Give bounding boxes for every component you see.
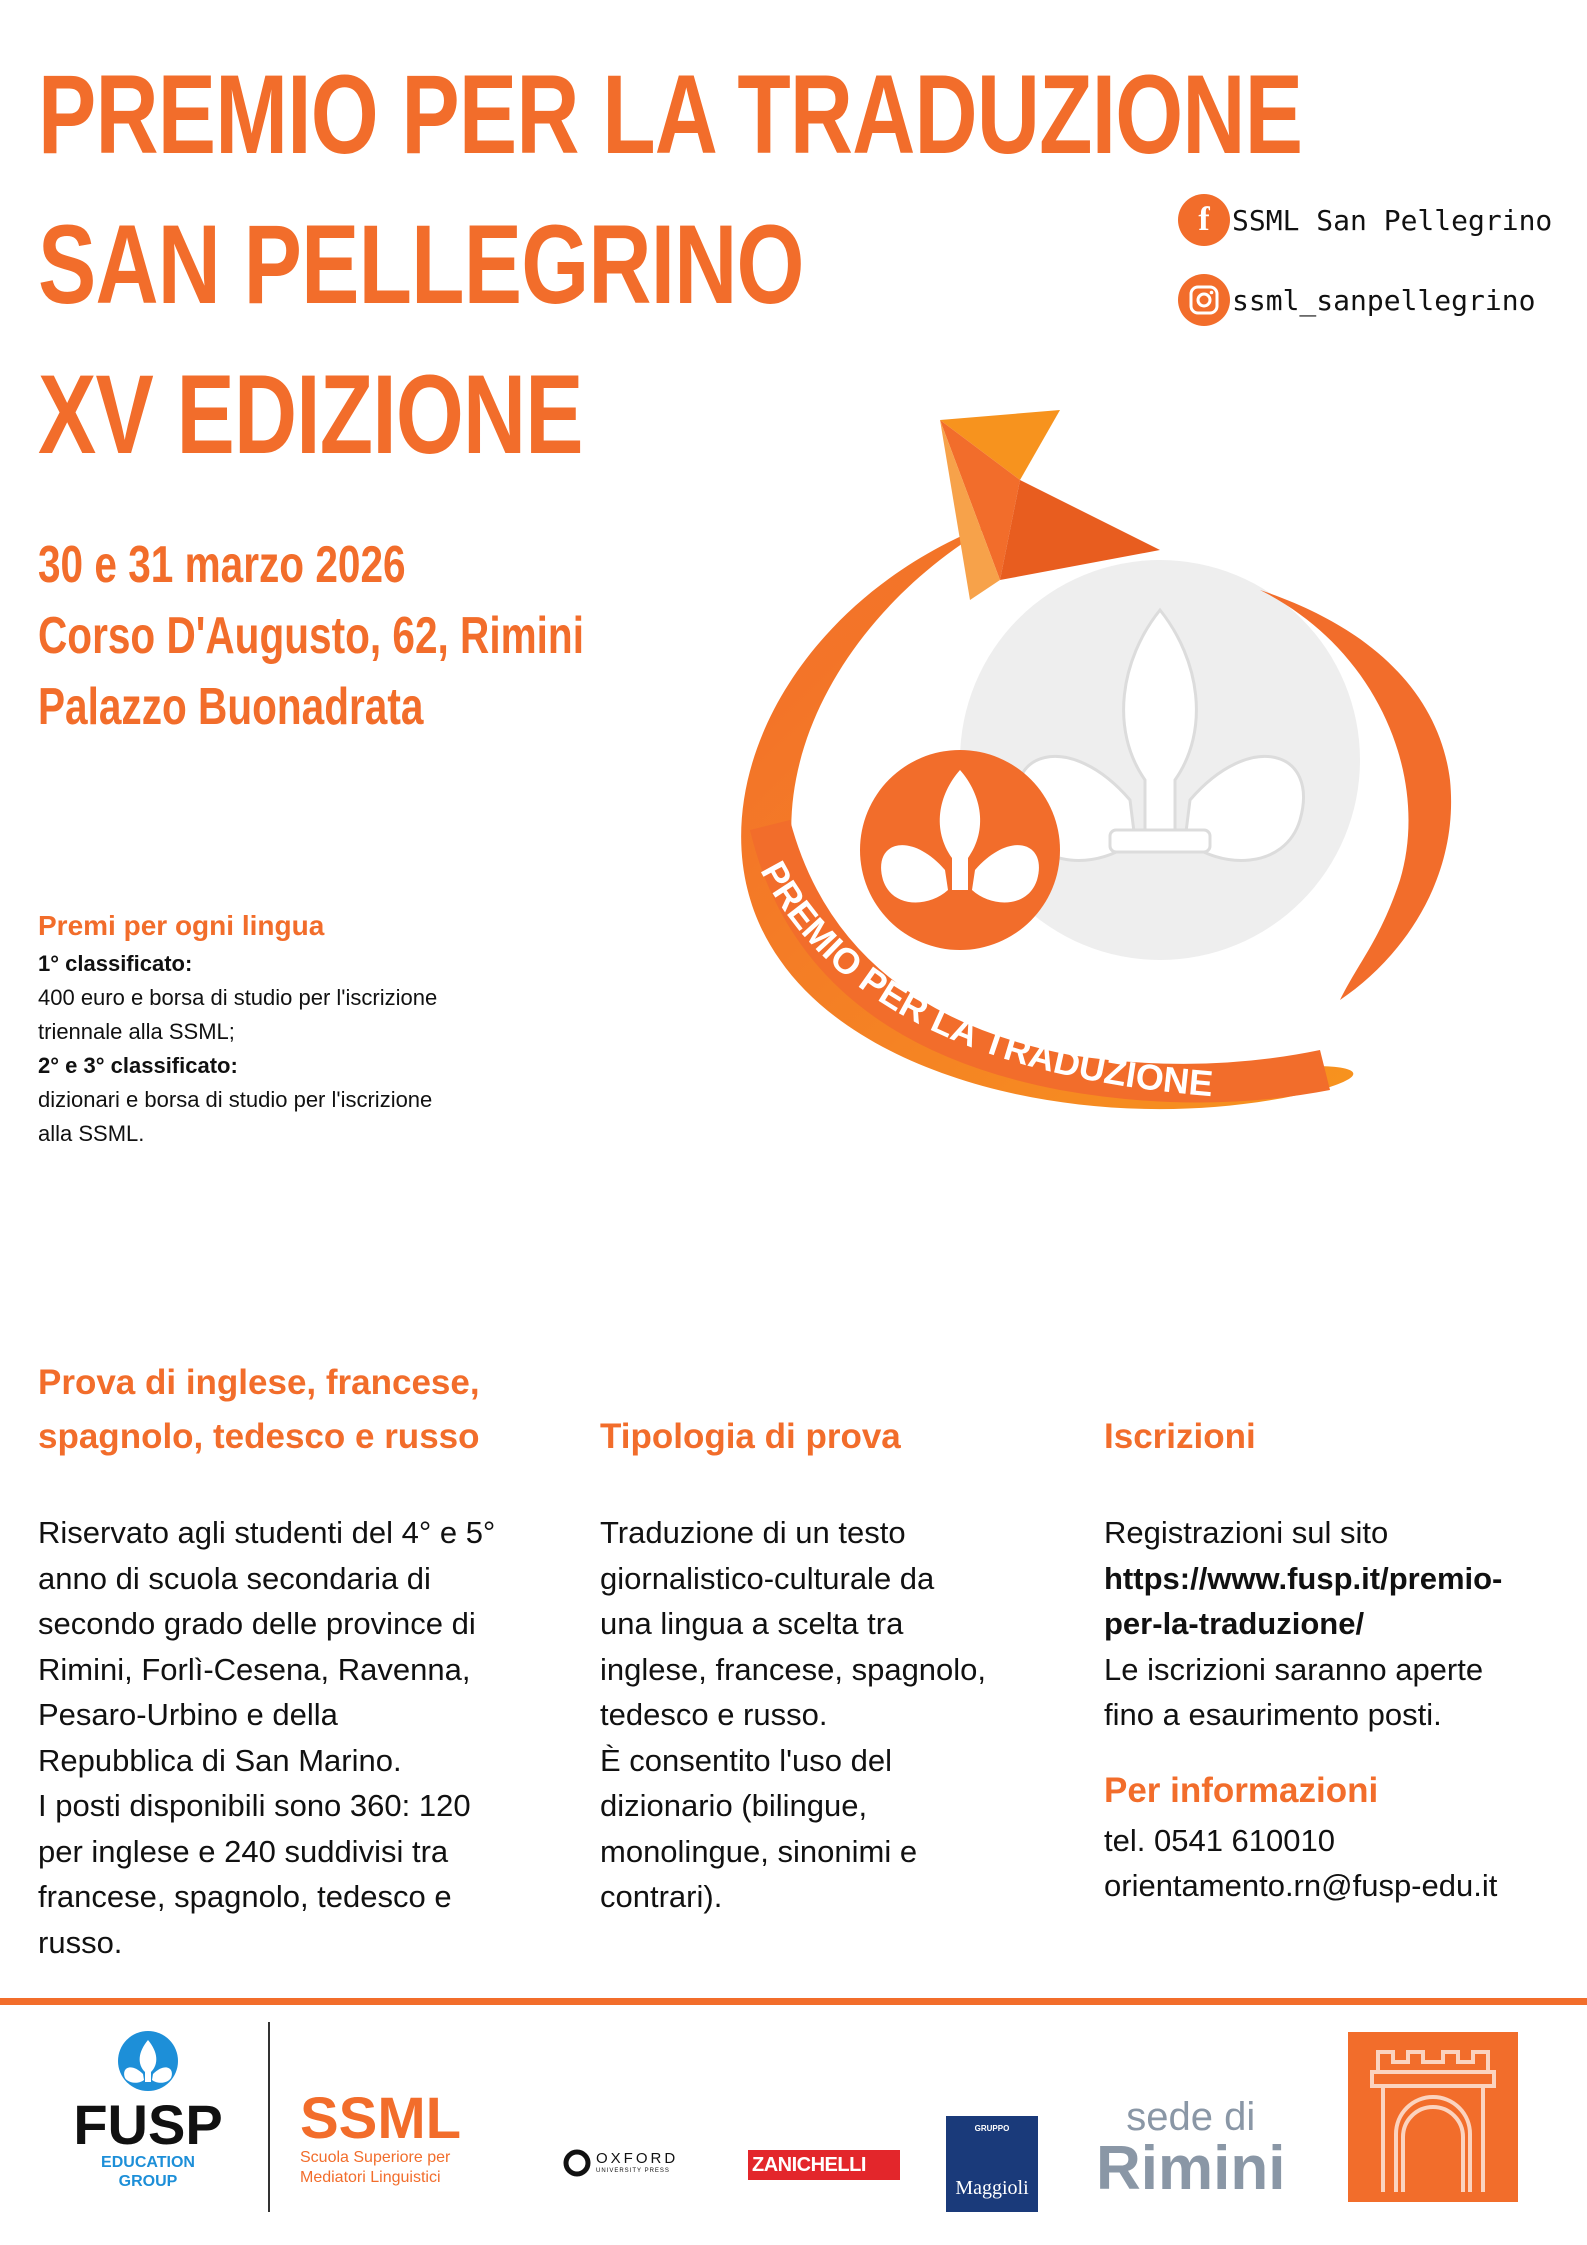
prova-heading-1: Prova di inglese, francese, xyxy=(38,1363,480,1402)
phone-number[interactable]: tel. 0541 610010 xyxy=(1104,1822,1335,1858)
footer-logo-divider xyxy=(268,2022,270,2212)
instagram-handle: ssml_sanpellegrino xyxy=(1232,283,1536,317)
oxford-sub: UNIVERSITY PRESS xyxy=(596,2168,670,2174)
tipologia-line: È consentito l'uso del xyxy=(600,1742,892,1778)
oxford-logo xyxy=(562,2148,678,2178)
zanichelli-logo: ZANICHELLI xyxy=(748,2150,900,2180)
footer-divider xyxy=(0,1998,1587,2005)
event-date: 30 e 31 marzo 2026 xyxy=(38,536,406,594)
prova-line: Rimini, Forlì-Cesena, Ravenna, xyxy=(38,1651,471,1687)
facebook-handle: SSML San Pellegrino xyxy=(1232,203,1553,237)
second-prize-text-1: dizionari e borsa di studio per l'iscrizione xyxy=(38,1087,433,1112)
fusp-sub-1: EDUCATION xyxy=(101,2154,195,2171)
arch-of-augustus-icon xyxy=(1348,2032,1518,2202)
oxford-ring-icon xyxy=(562,2148,592,2178)
prova-line: Pesaro-Urbino e della xyxy=(38,1697,338,1732)
tipologia-line: tedesco e russo. xyxy=(600,1697,828,1732)
sede-rimini-logo xyxy=(1096,2095,1286,2203)
tipologia-line: una lingua a scelta tra xyxy=(600,1606,904,1641)
arch-logo xyxy=(1348,2032,1518,2202)
tipologia-line: contrari). xyxy=(600,1879,723,1914)
info-body xyxy=(1104,1818,1574,1909)
fusp-sub-2: GROUP xyxy=(118,2173,178,2190)
tipologia-column xyxy=(600,1410,1070,1920)
prova-heading-2: spagnolo, tedesco e russo xyxy=(38,1417,480,1456)
facebook-icon: f xyxy=(1178,194,1230,246)
first-prize-text-1: 400 euro e borsa di studio per l'iscrizione xyxy=(38,985,438,1010)
fusp-name: FUSP xyxy=(73,2093,223,2156)
iscrizioni-line: Registrazioni sul sito xyxy=(1104,1515,1389,1550)
title-line-3: XV EDIZIONE xyxy=(38,352,583,477)
iscrizioni-heading: Iscrizioni xyxy=(1104,1417,1256,1456)
prova-line: francese, spagnolo, tedesco e xyxy=(38,1879,452,1914)
prize-emblem xyxy=(640,400,1540,1200)
instagram-link[interactable] xyxy=(1178,274,1535,326)
iscrizioni-line: fino a esaurimento posti. xyxy=(1104,1697,1442,1732)
prova-line: anno di scuola secondaria di xyxy=(38,1560,431,1596)
info-heading: Per informazioni xyxy=(1104,1770,1379,1810)
iscrizioni-line: Le iscrizioni saranno aperte xyxy=(1104,1651,1484,1687)
first-prize-label: 1° classificato: xyxy=(38,951,193,976)
first-prize-text-2: triennale alla SSML; xyxy=(38,1019,235,1044)
event-address: Corso D'Augusto, 62, Rimini xyxy=(38,607,584,665)
sede-line-2: Rimini xyxy=(1096,2134,1286,2203)
maggioli-logo xyxy=(946,2116,1038,2212)
maggioli-top: GRUPPO xyxy=(974,2124,1010,2133)
event-info xyxy=(38,530,584,743)
prova-line: Repubblica di San Marino. xyxy=(38,1742,402,1778)
second-prize-label: 2° e 3° classificato: xyxy=(38,1053,238,1078)
prova-line: per inglese e 240 suddivisi tra xyxy=(38,1833,449,1869)
sede-line-1: sede di xyxy=(1126,2095,1256,2139)
event-venue: Palazzo Buonadrata xyxy=(38,678,424,736)
prizes-heading: Premi per ogni lingua xyxy=(38,910,325,941)
maggioli-name: Maggioli xyxy=(955,2177,1029,2199)
ribbon-text: PREMIO PER LA TRADUZIONE xyxy=(752,854,1215,1105)
oxford-name: OXFORD xyxy=(596,2150,679,2167)
ssml-name: SSML xyxy=(300,2086,462,2151)
ssml-sub-1: Scuola Superiore per xyxy=(300,2149,451,2166)
tipologia-line: inglese, francese, spagnolo, xyxy=(600,1651,987,1687)
fusp-emblem-icon xyxy=(113,2030,183,2092)
tipologia-line: giornalistico-culturale da xyxy=(600,1560,935,1596)
email-address[interactable]: orientamento.rn@fusp-edu.it xyxy=(1104,1868,1498,1903)
ssml-logo xyxy=(300,2086,462,2188)
instagram-icon xyxy=(1178,274,1230,326)
fusp-logo xyxy=(58,2030,238,2191)
tipologia-heading: Tipologia di prova xyxy=(600,1417,901,1456)
registration-link[interactable]: https://www.fusp.it/premio- per-la-traduzione/ xyxy=(1104,1560,1503,1641)
iscrizioni-body xyxy=(1104,1510,1574,1738)
tipologia-line: Traduzione di un testo xyxy=(600,1515,906,1550)
tipologia-line: dizionario (bilingue, xyxy=(600,1788,868,1823)
facebook-link[interactable] xyxy=(1178,194,1552,246)
prova-line: Riservato agli studenti del 4° e 5° xyxy=(38,1515,496,1550)
second-prize-text-2: alla SSML. xyxy=(38,1121,145,1146)
tipologia-body xyxy=(600,1510,1070,1920)
title-line-2: SAN PELLEGRINO xyxy=(38,202,804,327)
iscrizioni-column xyxy=(1104,1410,1574,1909)
prova-body xyxy=(38,1510,578,1965)
tipologia-line: monolingue, sinonimi e xyxy=(600,1833,918,1869)
prova-line: russo. xyxy=(38,1924,123,1960)
prova-column xyxy=(38,1356,578,1965)
prova-line: secondo grado delle province di xyxy=(38,1606,476,1641)
prova-line: I posti disponibili sono 360: 120 xyxy=(38,1788,471,1823)
ssml-sub-2: Mediatori Linguistici xyxy=(300,2169,441,2186)
title-line-1: PREMIO PER LA TRADUZIONE xyxy=(38,52,1303,177)
prizes-section xyxy=(38,905,598,1151)
